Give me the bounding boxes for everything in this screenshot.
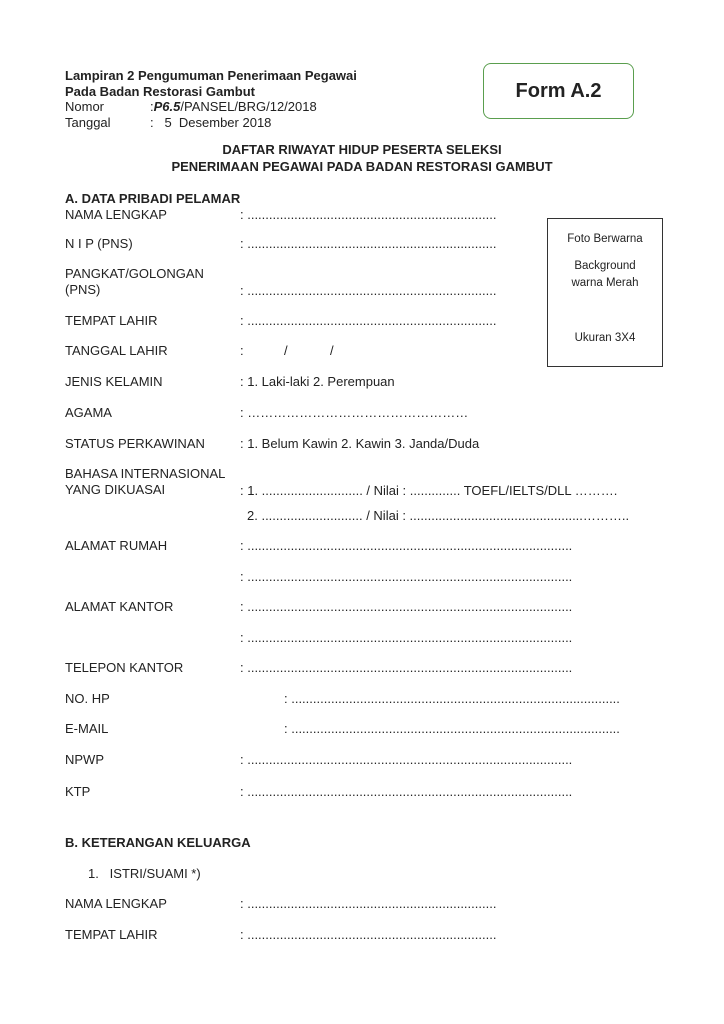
nomor-code: P6.5: [153, 99, 181, 114]
no-hp-field[interactable]: : ...........................................................................................: [284, 691, 620, 706]
photo-line-4: Ukuran 3X4: [574, 332, 636, 344]
tanggal-label: Tanggal: [65, 115, 111, 130]
bahasa-label-2: YANG DIKUASAI: [65, 482, 166, 497]
pangkat-label-2: (PNS): [65, 282, 101, 297]
agama-field[interactable]: : ……………………………………………: [240, 405, 469, 420]
b-tempat-lahir-label: TEMPAT LAHIR: [65, 927, 158, 942]
nomor-rest: /PANSEL/BRG/12/2018: [180, 99, 317, 114]
email-field[interactable]: : ...........................................................................................: [284, 721, 620, 736]
nomor-colon: :: [150, 99, 154, 114]
npwp-label: NPWP: [65, 752, 104, 767]
telepon-kantor-label: TELEPON KANTOR: [65, 660, 184, 675]
nip-label: N I P (PNS): [65, 236, 133, 251]
tanggal-lahir-sep-1[interactable]: /: [284, 343, 288, 358]
nama-label: NAMA LENGKAP: [65, 207, 167, 222]
nip-field[interactable]: : .....................................................................: [240, 236, 497, 251]
bahasa-row-1[interactable]: : 1. ............................ / Nilai : .............. TOEFL/IELTS/DLL ……….: [240, 483, 618, 498]
alamat-rumah-label: ALAMAT RUMAH: [65, 538, 168, 553]
tanggal-lahir-label: TANGGAL LAHIR: [65, 343, 168, 358]
tempat-lahir-label: TEMPAT LAHIR: [65, 313, 158, 328]
section-b-heading: B. KETERANGAN KELUARGA: [65, 835, 251, 850]
b-nama-field[interactable]: : .....................................................................: [240, 896, 497, 911]
alamat-kantor-label: ALAMAT KANTOR: [65, 599, 174, 614]
photo-line-3: warna Merah: [571, 277, 639, 289]
agama-label: AGAMA: [65, 405, 112, 420]
telepon-kantor-field[interactable]: : ..........................................................................................: [240, 660, 573, 675]
tanggal-value: : 5 Desember 2018: [150, 115, 272, 130]
no-hp-label: NO. HP: [65, 691, 110, 706]
photo-line-1: Foto Berwarna: [567, 233, 643, 245]
ktp-label: KTP: [65, 784, 91, 799]
photo-line-2: Background: [574, 260, 636, 272]
email-label: E-MAIL: [65, 721, 109, 736]
alamat-kantor-field-2[interactable]: : ..........................................................................................: [240, 630, 573, 645]
status-field[interactable]: : 1. Belum Kawin 2. Kawin 3. Janda/Duda: [240, 436, 480, 451]
form-tag-box: [483, 63, 634, 119]
b-nama-label: NAMA LENGKAP: [65, 896, 167, 911]
alamat-kantor-field-1[interactable]: : ..........................................................................................: [240, 599, 573, 614]
pangkat-field[interactable]: : .....................................................................: [240, 283, 497, 298]
b-tempat-lahir-field[interactable]: : .....................................................................: [240, 927, 497, 942]
nomor-value: [150, 99, 317, 115]
alamat-rumah-field-1[interactable]: : ..........................................................................................: [240, 538, 573, 553]
header-line-1: Lampiran 2 Pengumuman Penerimaan Pegawai: [65, 68, 357, 83]
section-b-sub-1: 1. ISTRI/SUAMI *): [88, 866, 201, 881]
doc-title-line-1: DAFTAR RIWAYAT HIDUP PESERTA SELEKSI: [222, 142, 502, 157]
nomor-label: Nomor: [65, 99, 105, 114]
section-a-heading: A. DATA PRIBADI PELAMAR: [65, 191, 241, 206]
header-line-2: Pada Badan Restorasi Gambut: [65, 84, 255, 99]
nama-field[interactable]: : .....................................................................: [240, 207, 497, 222]
bahasa-row-2[interactable]: 2. ............................ / Nilai : ................................................………..: [247, 508, 630, 523]
alamat-rumah-field-2[interactable]: : ..........................................................................................: [240, 569, 573, 584]
npwp-field[interactable]: : ..........................................................................................: [240, 752, 573, 767]
jenis-kelamin-field[interactable]: : 1. Laki-laki 2. Perempuan: [240, 374, 395, 389]
tanggal-lahir-colon: :: [240, 343, 244, 358]
bahasa-label-1: BAHASA INTERNASIONAL: [65, 466, 226, 481]
tanggal-lahir-sep-2[interactable]: /: [330, 343, 334, 358]
tempat-lahir-field[interactable]: : .....................................................................: [240, 313, 497, 328]
pangkat-label-1: PANGKAT/GOLONGAN: [65, 266, 204, 281]
jenis-kelamin-label: JENIS KELAMIN: [65, 374, 163, 389]
doc-title-line-2: PENERIMAAN PEGAWAI PADA BADAN RESTORASI GAMBUT: [171, 159, 553, 174]
status-label: STATUS PERKAWINAN: [65, 436, 205, 451]
form-tag: Form A.2: [515, 79, 602, 102]
photo-box: [547, 218, 663, 367]
ktp-field[interactable]: : ..........................................................................................: [240, 784, 573, 799]
